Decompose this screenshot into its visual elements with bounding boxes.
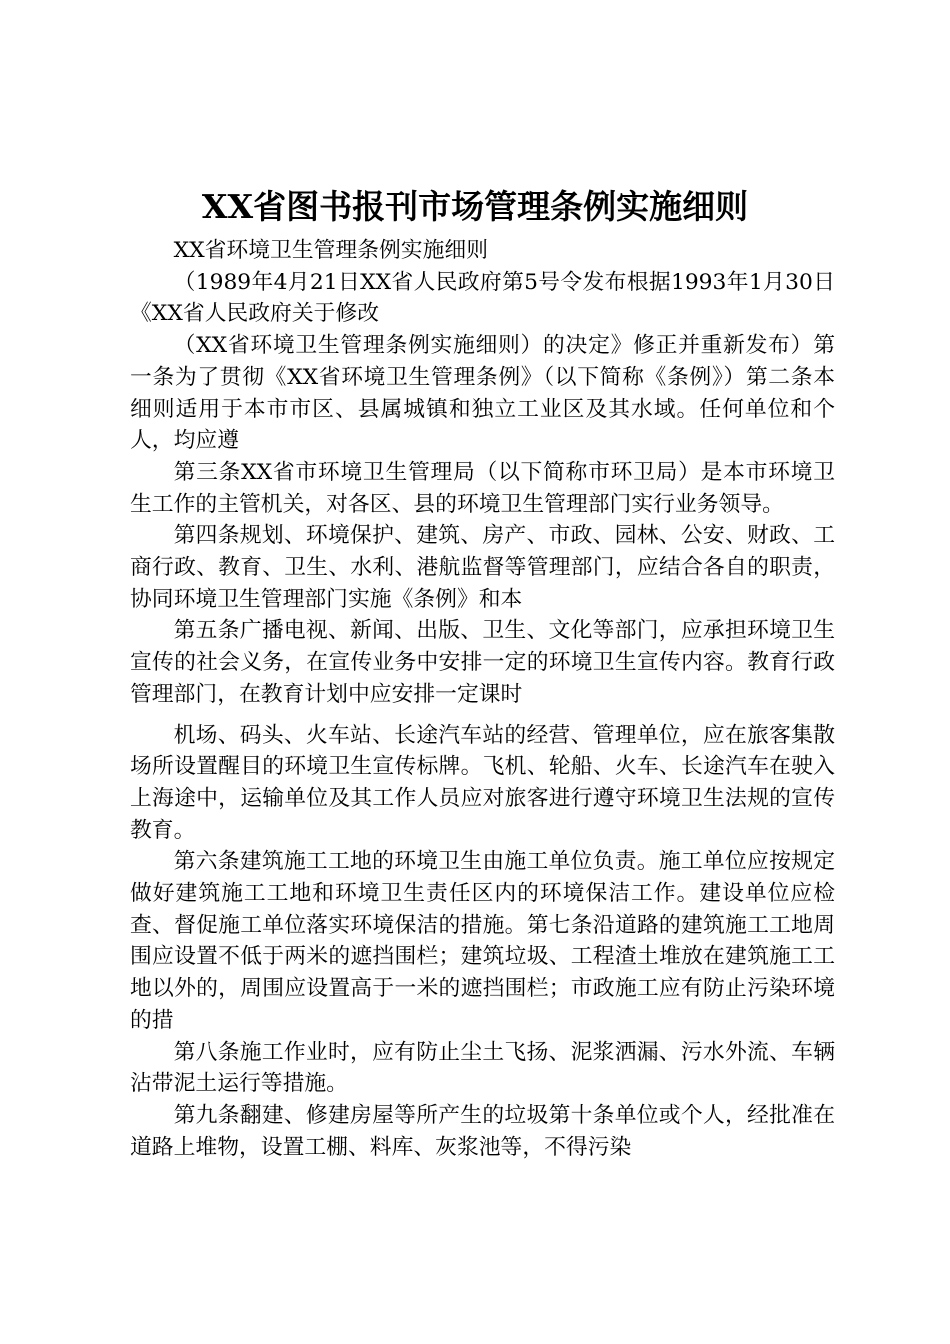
paragraph-article-1-2: （XX省环境卫生管理条例实施细则）的决定》修正并重新发布）第一条为了贯彻《XX省环境卫生管理条例》（以下简称《条例》）第二条本细则适用于本市市区、县属城镇和独立工业区及其水域。任何单位和个人，均应遵 (130, 333, 835, 454)
document-body (130, 235, 835, 1163)
document-title: XX省图书报刊市场管理条例实施细则 (201, 187, 749, 226)
paragraph-article-3: 第三条XX省市环境卫生管理局（以下简称市环卫局）是本市环境卫生工作的主管机关，对各区、县的环境卫生管理部门实行业务领导。 (130, 459, 835, 517)
paragraph-article-8: 第八条施工作业时，应有防止尘土飞扬、泥浆洒漏、污水外流、车辆沾带泥土运行等措施。 (130, 1039, 835, 1097)
paragraph-transport-venues: 机场、码头、火车站、长途汽车站的经营、管理单位，应在旅客集散场所设置醒目的环境卫生宣传标牌。飞机、轮船、火车、长途汽车在驶入上海途中，运输单位及其工作人员应对旅客进行遵守环境卫生法规的宣传教育。 (130, 722, 835, 843)
paragraph-article-9-10: 第九条翻建、修建房屋等所产生的垃圾第十条单位或个人，经批准在道路上堆物，设置工棚、料库、灰浆池等，不得污染 (130, 1102, 835, 1160)
paragraph-article-4: 第四条规划、环境保护、建筑、房产、市政、园林、公安、财政、工商行政、教育、卫生、水利、港航监督等管理部门，应结合各自的职责，协同环境卫生管理部门实施《条例》和本 (130, 523, 835, 612)
paragraph-article-6-7: 第六条建筑施工工地的环境卫生由施工单位负责。施工单位应按规定做好建筑施工工地和环境卫生责任区内的环境保洁工作。建设单位应检查、督促施工单位落实环境保洁的措施。第七条沿道路的建筑施工工地周围应设置不低于两米的遮挡围栏；建筑垃圾、工程渣土堆放在建筑施工工地以外的，周围应设置高于一米的遮挡围栏；市政施工应有防止污染环境的措 (130, 849, 835, 1033)
paragraph-subtitle: XX省环境卫生管理条例实施细则 (173, 238, 488, 263)
paragraph-issuance-note: （1989年4月21日XX省人民政府第5号令发布根据1993年1月30日《XX省人民政府关于修改 (130, 269, 835, 327)
paragraph-article-5: 第五条广播电视、新闻、出版、卫生、文化等部门，应承担环境卫生宣传的社会义务，在宣传业务中安排一定的环境卫生宣传内容。教育行政管理部门，在教育计划中应安排一定课时 (130, 618, 835, 707)
